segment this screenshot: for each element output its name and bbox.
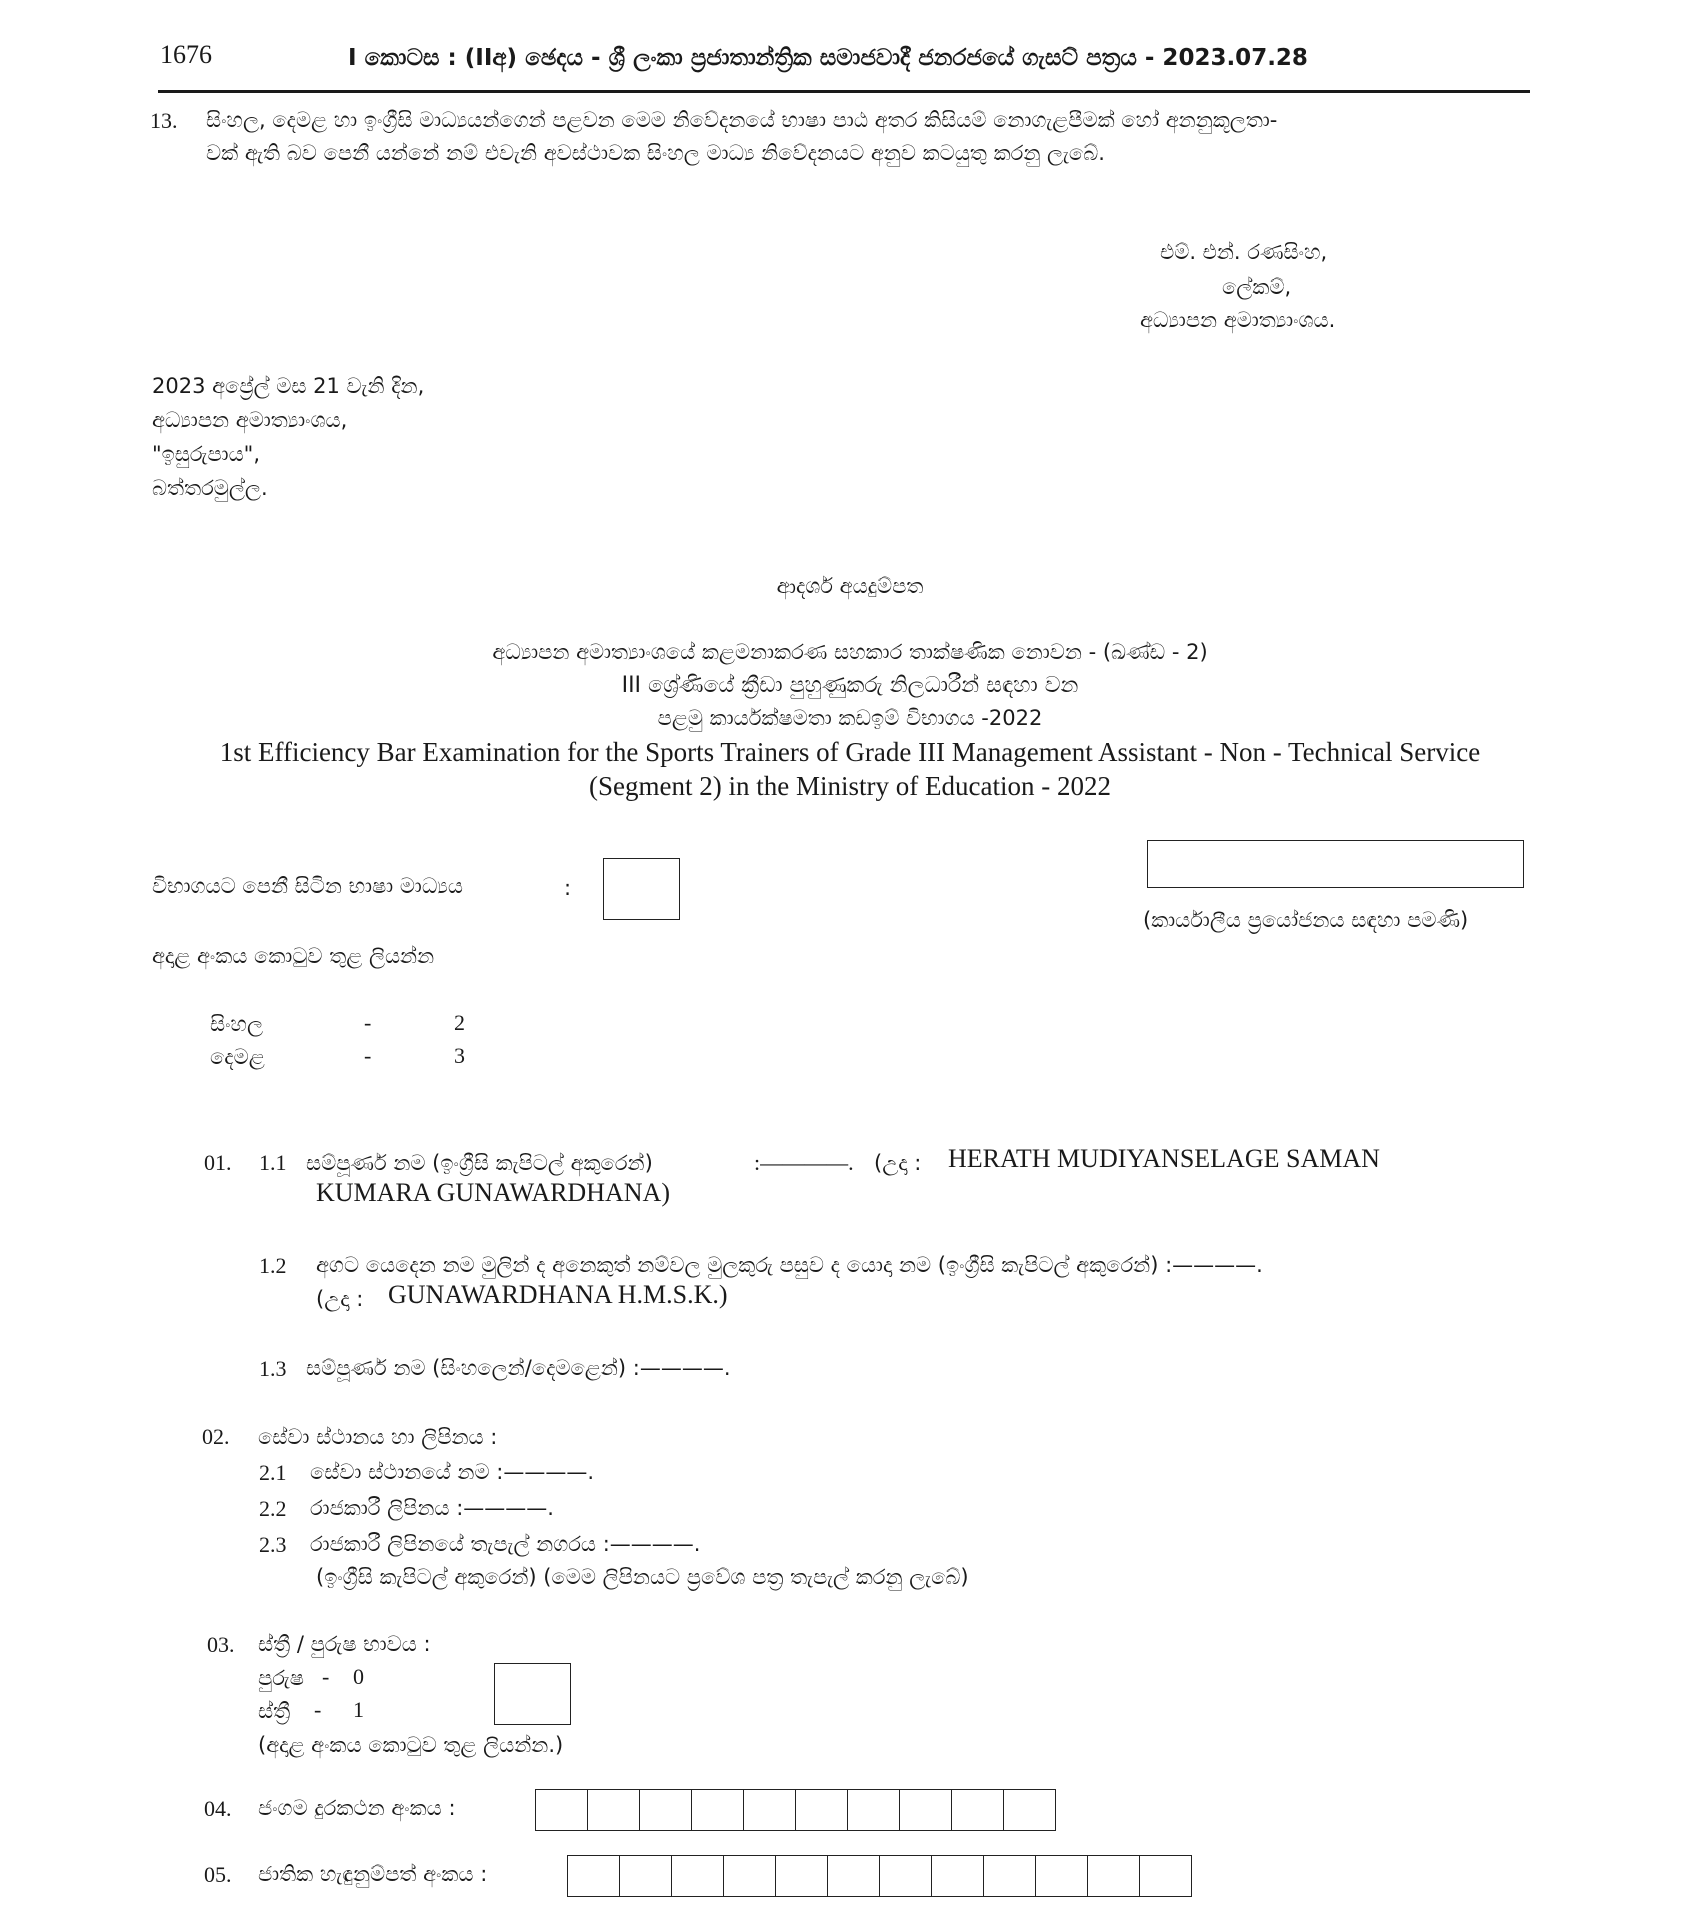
header-rule [158,90,1530,93]
nic-digit-cell[interactable] [776,1856,828,1896]
signatory-name: එම්. එන්. රණසිංහ, [1160,240,1328,264]
q05-number: 05. [204,1862,232,1887]
q01-2-example: GUNAWARDHANA H.M.S.K.) [388,1280,728,1309]
nic-digit-cell[interactable] [932,1856,984,1896]
q02-item-number: 2.3 [259,1532,287,1557]
mobile-digit-cell[interactable] [536,1790,588,1830]
q01-3-number: 1.3 [259,1356,287,1381]
page-number: 1676 [160,40,212,69]
nic-digit-cell[interactable] [672,1856,724,1896]
form-title-si-line1: අධ්‍යාපන අමාත්‍යාංශයේ කළමනාකරණ සහකාර තාක්ෂණික නොවන - (ඛණ්ඩ - 2) [492,640,1208,664]
nic-digit-cell[interactable] [1036,1856,1088,1896]
q02-item-text[interactable]: සේවා ස්ථානයේ නම :————. [310,1460,595,1484]
signatory-office: අධ්‍යාපන අමාත්‍යාංශය. [1140,308,1336,332]
q01-1-number: 1.1 [259,1150,287,1175]
q01-1-example-line2: KUMARA GUNAWARDHANA) [316,1178,670,1207]
mobile-digit-cell[interactable] [744,1790,796,1830]
nic-digit-cell[interactable] [568,1856,620,1896]
address-ministry: අධ්‍යාපන අමාත්‍යාංශය, [152,408,348,432]
mobile-digit-cell[interactable] [1004,1790,1056,1830]
gender-option-dash: - [322,1664,330,1689]
form-title-si-line3: පළමු කාර්යක්ෂමතා කඩඉම් විභාගය -2022 [657,706,1043,730]
q02-item-text[interactable]: රාජකාරී ලිපිනය :————. [310,1496,554,1520]
nic-digit-cell[interactable] [620,1856,672,1896]
q01-1-example-line1: HERATH MUDIYANSELAGE SAMAN [948,1144,1380,1173]
signatory-title: ලේකම්, [1222,275,1292,299]
nic-digit-cell[interactable] [984,1856,1036,1896]
q02-item-number: 2.2 [259,1496,287,1521]
mobile-digit-cell[interactable] [848,1790,900,1830]
gender-input-box[interactable] [494,1663,571,1725]
form-title-si-line2: III ශ්‍රේණියේ ක්‍රීඩා පුහුණුකරු නිලධාරීන් සඳහා වන [621,673,1079,698]
address-date: 2023 අප්‍රේල් මස 21 වැනි දින, [152,374,425,398]
medium-option-code: 3 [454,1043,465,1068]
office-use-box [1147,840,1524,888]
medium-option-name: සිංහල [210,1012,263,1036]
q01-2-example-prefix: (උදා : [316,1287,364,1311]
q02-note: (ඉංග්‍රීසි කැපිටල් අකුරෙන්) (මෙම ලිපිනයට ප්‍රවේශ පත්‍ර තැපැල් කරනු ලැබේ) [316,1565,969,1589]
address-building: "ඉසුරුපාය", [152,442,261,466]
q03-label: ස්ත්‍රී / පුරුෂ භාවය : [258,1632,431,1656]
q02-item-text[interactable]: රාජකාරී ලිපිනයේ තැපැල් නගරය :————. [310,1532,701,1556]
form-title-en-line1: 1st Efficiency Bar Examination for the Sports Trainers of Grade III Management Assistant - Non - Technical Service [219,737,1481,767]
medium-option-dash: - [364,1010,372,1035]
form-title-en-line2: (Segment 2) in the Ministry of Education - 2022 [589,771,1111,801]
q01-1-blank[interactable]: :————. [754,1150,854,1175]
q01-1-example-prefix: (උදා : [874,1151,922,1175]
medium-option-dash: - [364,1043,372,1068]
nic-digit-cell[interactable] [1088,1856,1140,1896]
medium-label: විභාගයට පෙනී සිටින භාෂා මාධ්‍යය [152,874,463,898]
q05-label: ජාතික හැඳුනුම්පත් අංකය : [258,1862,488,1886]
gender-option-name: ස්ත්‍රී [258,1699,291,1723]
nic-digit-cell[interactable] [828,1856,880,1896]
mobile-digit-cell[interactable] [952,1790,1004,1830]
medium-option-name: දෙමළ [210,1045,265,1069]
medium-input-box[interactable] [603,858,680,920]
gender-option-name: පුරුෂ [258,1666,304,1690]
q01-2-label[interactable]: අගට යෙදෙන නම මුලින් ද අනෙකුත් නම්වල මුලකුරු පසුව ද යොදා නම (ඉංග්‍රීසි කැපිටල් අකුරෙන්) :————. [316,1253,1263,1277]
gender-option-code: 1 [353,1697,364,1722]
q02-item-number: 2.1 [259,1460,287,1485]
medium-instruction: අදාළ අංකය කොටුව තුළ ලියන්න [152,944,435,968]
mobile-digit-cell[interactable] [796,1790,848,1830]
nic-digit-cell[interactable] [724,1856,776,1896]
mobile-digit-cell[interactable] [588,1790,640,1830]
office-use-note: (කාර්යාලීය ප්‍රයෝජනය සඳහා පමණි) [1143,908,1469,932]
gender-option-code: 0 [353,1664,364,1689]
q03-instruction: (අදාළ අංකය කොටුව තුළ ලියන්න.) [258,1733,564,1757]
gazette-header-title: I කොටස : (IIඅ) ඡෙදය - ශ්‍රී ලංකා ප්‍රජාතාන්ත්‍රික සමාජවාදී ජනරජයේ ගැසට් පත්‍රය - 2023.07.28 [348,45,1308,71]
q01-number: 01. [204,1150,232,1175]
nic-digit-cell[interactable] [1140,1856,1192,1896]
q01-1-label: සම්පූර්ණ නම (ඉංග්‍රීසි කැපිටල් අකුරෙන්) [306,1151,653,1175]
mobile-number-cells[interactable] [535,1789,1056,1831]
q04-number: 04. [204,1796,232,1821]
q01-3-label[interactable]: සම්පූර්ණ නම (සිංහලෙන්/දෙමළෙන්) :————. [306,1356,731,1380]
address-city: බත්තරමුල්ල. [152,476,268,500]
clause-13-line1: සිංහල, දෙමළ හා ඉංග්‍රීසි මාධ්‍යයන්ගෙන් පළවන මෙම නිවේදනයේ භාෂා පාඨ අතර කිසියම් නොගැළපීමක් හෝ අනනුකූලතා- [206,108,1278,132]
mobile-digit-cell[interactable] [900,1790,952,1830]
gender-option-dash: - [314,1697,322,1722]
q02-number: 02. [202,1424,230,1449]
q01-2-number: 1.2 [259,1253,287,1278]
mobile-digit-cell[interactable] [692,1790,744,1830]
q02-label: සේවා ස්ථානය හා ලිපිනය : [258,1425,498,1449]
q04-label: ජංගම දුරකථන අංකය : [258,1796,456,1820]
clause-13-number: 13. [150,108,178,133]
q03-number: 03. [207,1632,235,1657]
medium-colon: : [564,876,572,900]
medium-option-code: 2 [454,1010,465,1035]
nic-number-cells[interactable] [567,1855,1192,1897]
model-application-heading: ආදර්ශ අයදුම්පත [776,574,924,598]
clause-13-line2: වක් ඇති බව පෙනී යන්නේ නම් එවැනි අවස්ථාවක සිංහල මාධ්‍ය නිවේදනයට අනුව කටයුතු කරනු ලැබේ. [206,141,1105,165]
mobile-digit-cell[interactable] [640,1790,692,1830]
nic-digit-cell[interactable] [880,1856,932,1896]
